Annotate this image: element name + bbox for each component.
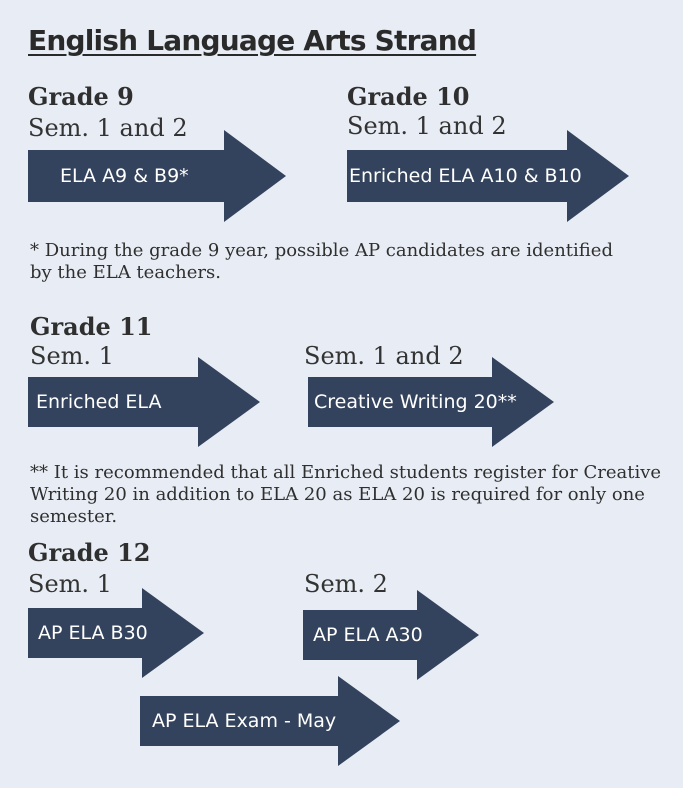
grade-11-semester-1: Sem. 1 [30, 342, 114, 370]
grade-12-semester-1: Sem. 1 [28, 570, 112, 598]
grade-11-course-2-arrow [308, 357, 554, 447]
grade-12-semester-2: Sem. 2 [304, 570, 388, 598]
grade-9-course-label: ELA A9 & B9* [60, 165, 189, 187]
grade-12-course-1-label: AP ELA B30 [38, 622, 148, 644]
grade-10-course-label: Enriched ELA A10 & B10 [349, 165, 582, 187]
grade-10-semester: Sem. 1 and 2 [347, 112, 507, 140]
grade-9-semester: Sem. 1 and 2 [28, 114, 188, 142]
grade-11-heading: Grade 11 [30, 312, 153, 341]
ap-exam-label: AP ELA Exam - May [152, 710, 337, 732]
grade-12-course-2-label: AP ELA A30 [313, 624, 423, 646]
grade-12-course-2-arrow [303, 590, 479, 680]
page-title: English Language Arts Strand [28, 24, 477, 57]
grade-10-heading: Grade 10 [347, 82, 470, 111]
grade-11-course-1-label: Enriched ELA [36, 391, 162, 413]
grade-12-heading: Grade 12 [28, 538, 151, 567]
grade-12-course-1-arrow [28, 588, 204, 678]
grade-11-course-1-arrow [28, 357, 260, 447]
grade-11-semester-2: Sem. 1 and 2 [304, 342, 464, 370]
enriched-students-note: ** It is recommended that all Enriched students register for Creative Writing 20 in addition to ELA 20 as ELA 20 is required for only one semester. [30, 462, 662, 527]
ap-exam-arrow [140, 676, 400, 766]
grade-11-course-2-label: Creative Writing 20** [314, 391, 517, 413]
grade-10-course-arrow [347, 130, 629, 222]
grade-9-course-arrow [28, 130, 286, 222]
ap-candidates-note: * During the grade 9 year, possible AP candidates are identified by the ELA teachers. [30, 240, 613, 283]
grade-9-heading: Grade 9 [28, 82, 134, 111]
